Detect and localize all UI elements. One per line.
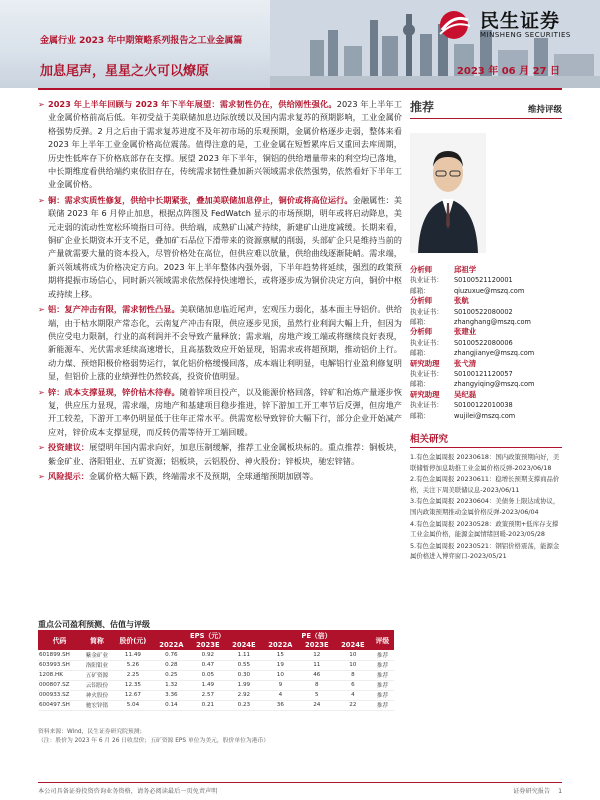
email-label: 邮箱： bbox=[410, 411, 430, 420]
table-cell: 推荐 bbox=[371, 700, 394, 710]
table-cell: 36 bbox=[262, 700, 299, 710]
report-date: 2023 年 06 月 27 日 bbox=[456, 66, 560, 77]
bullet-arrow-icon: ➢ bbox=[38, 387, 45, 397]
cert-number: S0100121120057 bbox=[454, 370, 513, 379]
table-cell: 19 bbox=[262, 660, 299, 670]
disclaimer-notice: 本公司具备证券投资咨询业务资格，请务必阅读最后一页免责声明 bbox=[38, 788, 218, 795]
table-cell: 0.25 bbox=[153, 670, 190, 680]
table-row bbox=[38, 690, 394, 700]
cert-label: 执业证书： bbox=[410, 401, 443, 410]
email-address[interactable]: qiuzuxue@mszq.com bbox=[454, 286, 525, 295]
table-notes bbox=[38, 728, 269, 746]
table-cell: 推荐 bbox=[371, 650, 394, 660]
table-cell: 4 bbox=[335, 690, 371, 700]
table-cell: 15 bbox=[262, 650, 299, 660]
bullet-arrow-icon: ➢ bbox=[38, 305, 45, 315]
related-research-list bbox=[410, 452, 562, 562]
table-cell: 0.28 bbox=[153, 660, 190, 670]
analyst-entry bbox=[410, 390, 562, 421]
summary-paragraph bbox=[38, 441, 402, 468]
paragraph-heading: 风险提示： bbox=[48, 470, 89, 481]
analyst-role: 分析师 bbox=[410, 265, 433, 274]
email-label: 邮箱： bbox=[410, 380, 430, 389]
table-row bbox=[38, 650, 394, 660]
paragraph-heading: 铝：复产冲击有限，需求韧性凸显。 bbox=[48, 304, 180, 315]
related-report-link[interactable]: 2.有色金属周报 20230611：稳增长预期支撑商品价格，关注下周美联储议息-2023/06/11 bbox=[410, 475, 560, 494]
analyst-role: 分析师 bbox=[410, 327, 433, 337]
analyst-name: 吴纪磊 bbox=[454, 389, 477, 399]
analyst-photo bbox=[410, 133, 486, 253]
table-cell: 12.67 bbox=[113, 690, 153, 700]
analyst-name: 张航 bbox=[454, 296, 469, 306]
table-cell: 603993.SH bbox=[38, 660, 81, 670]
header-banner bbox=[0, 0, 600, 88]
table-cell: 24 bbox=[299, 700, 335, 710]
table-cell: 2.57 bbox=[190, 690, 226, 700]
email-address[interactable]: zhanghang@mszq.com bbox=[454, 318, 531, 327]
summary-paragraph bbox=[38, 98, 402, 192]
cert-number: S0100122010038 bbox=[454, 401, 513, 410]
analyst-list bbox=[410, 265, 562, 421]
table-cell: 12 bbox=[299, 650, 335, 660]
cert-label: 执业证书： bbox=[410, 370, 443, 379]
table-footnote: （注：股价为 2023 年 6 月 26 日收盘价；五矿资源 EPS 单位为美元，股价单位为港币） bbox=[38, 738, 270, 744]
table-cell: 601899.SH bbox=[38, 650, 81, 660]
table-cell: 11.49 bbox=[113, 650, 153, 660]
col-pe-2024e: 2024E bbox=[335, 640, 371, 650]
col-group-pe: PE（倍） bbox=[262, 630, 371, 640]
table-row bbox=[38, 700, 394, 710]
rating-status: 维持评级 bbox=[527, 105, 562, 115]
table-cell: 0.30 bbox=[226, 670, 262, 680]
footer-right bbox=[513, 786, 562, 795]
table-header-row bbox=[38, 630, 394, 640]
table-cell: 0.55 bbox=[226, 660, 262, 670]
paragraph-body: 展望明年国内需求向好，加息压制缓解，推荐工业金属板块标的。重点推荐：铜板块，紫金矿业、洛阳钼业、五矿资源；铝板块，云铝股份、神火股份；锌板块，驰宏锌锗。 bbox=[48, 442, 402, 466]
cert-label: 执业证书： bbox=[410, 307, 443, 316]
table-row bbox=[38, 670, 394, 680]
table-cell: 1208.HK bbox=[38, 670, 81, 680]
table-cell: 2.25 bbox=[113, 670, 153, 680]
summary-paragraph bbox=[38, 386, 402, 440]
table-cell: 0.21 bbox=[190, 700, 226, 710]
col-eps-2022a: 2022A bbox=[153, 640, 190, 650]
table-body bbox=[38, 650, 394, 710]
table-cell: 5.26 bbox=[113, 660, 153, 670]
table-cell: 11 bbox=[299, 660, 335, 670]
forecast-table bbox=[38, 630, 394, 711]
table-cell: 洛阳钼业 bbox=[81, 660, 113, 670]
table-cell: 1.99 bbox=[226, 680, 262, 690]
paragraph-heading: 铜：需求实质性修复，供给中长期紧张，叠加美联储加息停止，铜价或将高位运行。 bbox=[48, 194, 353, 205]
related-report-link[interactable]: 4.有色金属周报 20230528：政策预期+低库存支撑工业金属价格，能源金属情绪回暖-2023/05/28 bbox=[410, 519, 559, 539]
sidebar bbox=[410, 98, 562, 563]
table-cell: 推荐 bbox=[371, 690, 394, 700]
table-cell: 0.76 bbox=[153, 650, 190, 660]
col-code: 代码 bbox=[38, 630, 81, 650]
analyst-entry bbox=[410, 359, 562, 390]
table-cell: 6 bbox=[335, 680, 371, 690]
table-cell: 推荐 bbox=[371, 670, 394, 680]
header-divider bbox=[38, 88, 562, 90]
summary-paragraph bbox=[38, 303, 402, 383]
table-cell: 云铝股份 bbox=[81, 680, 113, 690]
table-cell: 10 bbox=[335, 660, 371, 670]
cert-label: 执业证书： bbox=[410, 276, 443, 285]
table-cell: 0.92 bbox=[190, 650, 226, 660]
paragraph-body: 美联储加息临近尾声，宏观压力弱化，基本面主导铝价。供给端，由于枯水期限产常态化，云南复产冲击有限，供应逐步见顶，虽然行业利润大幅上升，但因为供应受电力限制，行业的高利润并不会导致产量释放；需求端，房地产竣工端或将继续良好表现，新能源车、光伏需求延续高速增长，且高基数效应开始显现，铝需求或将超预期，推动铝价上行。动力煤、预焙阳极价格弱势运行，氧化铝价格缓慢回落，成本端让利明显，电解铝行业盈利修复明显，但铝价上涨的业绩弹性仍然较高，投资价值明显。 bbox=[48, 304, 402, 382]
recommendation-label: 推荐 bbox=[410, 100, 435, 114]
footer bbox=[38, 786, 562, 795]
table-cell: 0.05 bbox=[190, 670, 226, 680]
table-cell: 0.47 bbox=[190, 660, 226, 670]
doc-type: 证券研究报告 bbox=[513, 788, 551, 795]
table-cell: 五矿资源 bbox=[81, 670, 113, 680]
table-cell: 10 bbox=[335, 650, 371, 660]
table-cell: 推荐 bbox=[371, 680, 394, 690]
table-cell: 12.35 bbox=[113, 680, 153, 690]
table-cell: 22 bbox=[335, 700, 371, 710]
paragraph-body: 2023 年上半年工业金属价格前高后低。年初受益于美联储加息边际放缓以及国内需求复苏的预期影响，工业金属价格强势反弹。2 月之后由于需求复苏进度不及年初市场的乐观预期，金属价格逐步走弱，整体来看 2023 年上半年工业金属价格高位震荡。值得注意的是，工业金属在短暂累库后又重回去库周期，历史性低库存下价格底部存在支撑。展望 2023 年下半年，铜铝的供给增量带来的利空均已落地，中长期维度看供给端约束依旧存在，传统需求韧性叠加新兴领域需求依然强势，依然看好下半年工业金属价格。 bbox=[48, 99, 402, 190]
analyst-name: 张建业 bbox=[454, 327, 477, 337]
minsheng-logo-icon bbox=[432, 10, 476, 40]
cert-number: S0100522080002 bbox=[454, 307, 513, 316]
col-name: 简称 bbox=[81, 630, 113, 650]
rating-bar bbox=[410, 98, 562, 119]
bullet-arrow-icon: ➢ bbox=[38, 471, 45, 481]
email-address[interactable]: zhangyiqing@mszq.com bbox=[454, 380, 535, 389]
table-cell: 8 bbox=[335, 670, 371, 680]
col-rating: 评级 bbox=[371, 630, 394, 650]
analyst-name: 邱祖学 bbox=[454, 265, 477, 274]
summary-column bbox=[38, 98, 402, 485]
table-cell: 46 bbox=[299, 670, 335, 680]
analyst-role: 分析师 bbox=[410, 296, 433, 306]
table-cell: 10 bbox=[262, 670, 299, 680]
company-logo bbox=[432, 10, 571, 40]
table-cell: 000807.SZ bbox=[38, 680, 81, 690]
paragraph-heading: 锌：成本支撑显现，锌价枯木待春。 bbox=[48, 386, 180, 397]
report-title: 加息尾声，星星之火可以燎原 bbox=[40, 64, 210, 79]
bullet-arrow-icon: ➢ bbox=[38, 100, 45, 109]
bullet-arrow-icon: ➢ bbox=[38, 443, 45, 453]
table-cell: 3.36 bbox=[153, 690, 190, 700]
table-cell: 0.14 bbox=[153, 700, 190, 710]
logo-english: MINSHENG SECURITIES bbox=[480, 31, 571, 39]
table-cell: 神火股份 bbox=[81, 690, 113, 700]
report-series: 金属行业 2023 年中期策略系列报告之工业金属篇 bbox=[40, 36, 243, 46]
col-pe-2023e: 2023E bbox=[299, 640, 335, 650]
email-label: 邮箱： bbox=[410, 286, 430, 295]
table-row bbox=[38, 680, 394, 690]
paragraph-body: 金融属性：美联储 2023 年 6 月停止加息，根据点阵图及 FedWatch 显示的市场预期，明年或将启动降息，美元走弱的流动性宽松环境指日可待。供给端，成熟矿山减产持续，新建矿山进度减缓。长期来看，铜矿企业长期资本开支不足，叠加矿石品位下滑带来的资源禀赋的削弱，头部矿企只是维持当前的产量就需要大量的资本投入，尽管价格处在高位，但供应难以放量，供给曲线逐渐陡峭。需求端，新兴领域将成为价格决定方向。2023 年上半年整体内强外弱，下半年趋势将延续，强烈的政策预期将提振市场信心，同时新兴领域需求依然保持快速增长，或将逐步成为铜价决定方向，铜价中枢或持续上移。 bbox=[48, 194, 402, 299]
analyst-role: 研究助理 bbox=[410, 358, 440, 368]
table-cell: 1.32 bbox=[153, 680, 190, 690]
table-cell: 1.49 bbox=[190, 680, 226, 690]
analyst-role: 研究助理 bbox=[410, 389, 440, 399]
analyst-entry bbox=[410, 327, 562, 358]
paragraph-body: 金属价格大幅下跌，终端需求不及预期，全球通缩预期加剧等。 bbox=[88, 470, 319, 481]
col-eps-2023e: 2023E bbox=[190, 640, 226, 650]
col-pe-2022a: 2022A bbox=[262, 640, 299, 650]
table-cell: 2.92 bbox=[226, 690, 262, 700]
related-report-link[interactable]: 5.有色金属周报 20230521：钢铝价格震荡，能源金属价格进入博弈窗口-2023/05/21 bbox=[410, 541, 560, 561]
footer-divider bbox=[38, 782, 562, 783]
table-cell: 0.23 bbox=[226, 700, 262, 710]
email-address[interactable]: wujilei@mszq.com bbox=[454, 411, 516, 420]
logo-chinese: 民生证券 bbox=[480, 10, 561, 32]
cert-number: S0100521120001 bbox=[454, 276, 513, 285]
table-title: 重点公司盈利预测、估值与评级 bbox=[38, 620, 150, 629]
table-cell: 驰宏锌锗 bbox=[81, 700, 113, 710]
table-cell: 600497.SH bbox=[38, 700, 81, 710]
email-address[interactable]: zhangjianye@mszq.com bbox=[454, 349, 535, 358]
related-research-heading: 相关研究 bbox=[410, 431, 562, 448]
table-cell: 5 bbox=[299, 690, 335, 700]
page-number: 1 bbox=[558, 788, 562, 795]
cert-number: S0100522080006 bbox=[454, 338, 513, 347]
analyst-entry bbox=[410, 296, 562, 327]
related-report-link[interactable]: 3.有色金属周报 20230604：美债务上限达成协议，国内政策预期推动金属价格反弹-2023/06/04 bbox=[410, 497, 560, 517]
table-cell: 5.04 bbox=[113, 700, 153, 710]
analyst-name: 张弋清 bbox=[454, 358, 477, 368]
summary-paragraph bbox=[38, 470, 402, 483]
table-cell: 推荐 bbox=[371, 660, 394, 670]
cert-label: 执业证书： bbox=[410, 338, 443, 347]
table-row bbox=[38, 660, 394, 670]
paragraph-heading: 2023 年上半年回顾与 2023 年下半年展望：需求韧性仍在，供给刚性强化。 bbox=[48, 99, 337, 109]
col-price: 股价(元) bbox=[113, 630, 153, 650]
table-cell: 紫金矿业 bbox=[81, 650, 113, 660]
table-cell: 4 bbox=[262, 690, 299, 700]
table-cell: 000933.SZ bbox=[38, 690, 81, 700]
paragraph-body: 随着锌项目投产，以及能源价格回落，锌矿和冶炼产量逐步恢复，供应压力显现，需求端，房地产和基建项目稳步推进，锌下游加工开工率节后反弹，但房地产开工较差，下游开工率仍明显低于往年正常水平。供需宽松导致锌价大幅下行，部分企业开始减产应对，锌价成本支撑显现，而反转仍需等待开工端回暖。 bbox=[48, 386, 402, 437]
col-group-eps: EPS（元） bbox=[153, 630, 262, 640]
col-eps-2024e: 2024E bbox=[226, 640, 262, 650]
related-report-link[interactable]: 1.有色金属周报 20230618：国内政策预期向好，美联储暂停加息助推工业金属价格反弹-2023/06/18 bbox=[410, 453, 560, 472]
summary-paragraph bbox=[38, 194, 402, 301]
table-cell: 8 bbox=[299, 680, 335, 690]
paragraph-heading: 投资建议： bbox=[48, 442, 90, 453]
analyst-entry bbox=[410, 265, 562, 296]
table-cell: 9 bbox=[262, 680, 299, 690]
table-cell: 1.11 bbox=[226, 650, 262, 660]
table-source: 资料来源：Wind，民生证券研究院预测； bbox=[38, 729, 146, 735]
email-label: 邮箱： bbox=[410, 349, 430, 358]
email-label: 邮箱： bbox=[410, 318, 430, 327]
bullet-arrow-icon: ➢ bbox=[38, 195, 45, 205]
